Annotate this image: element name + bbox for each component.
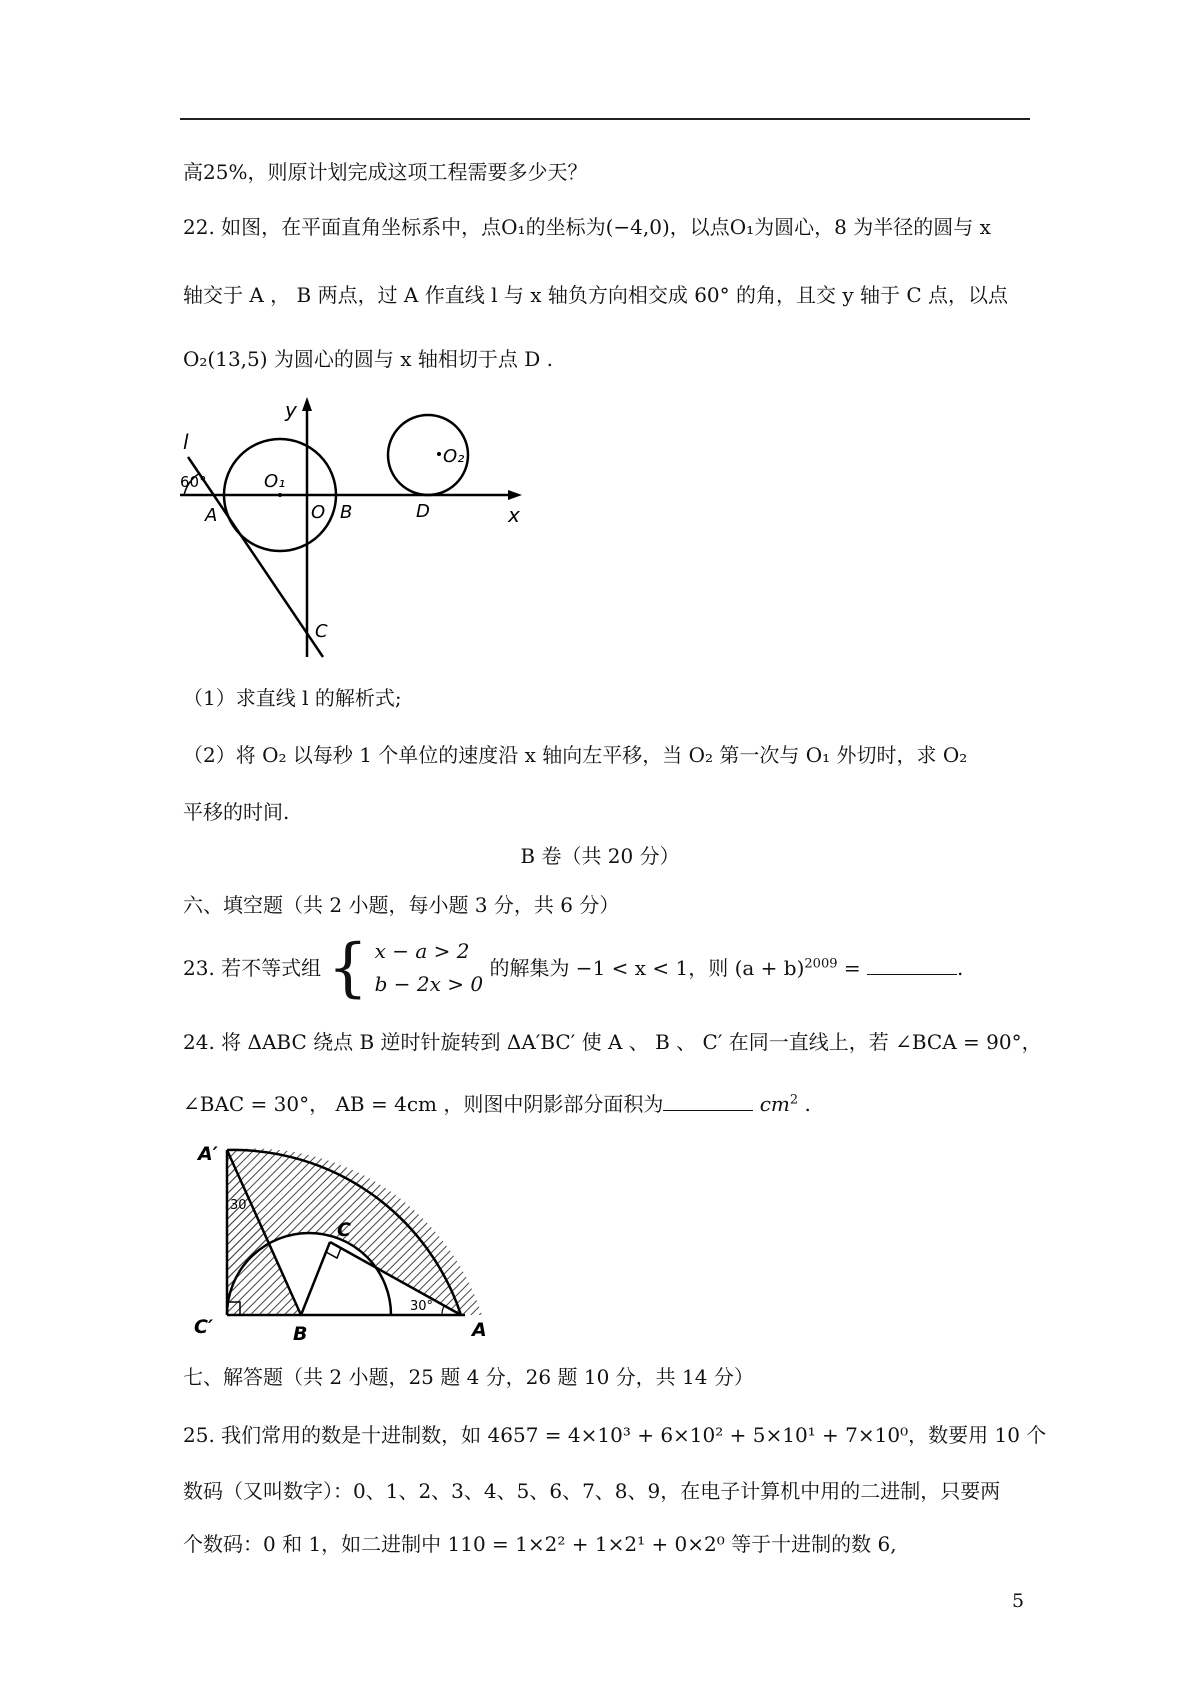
label-C: C — [337, 1219, 351, 1241]
q23-prefix: 23. 若不等式组 — [183, 956, 322, 980]
q23-equals: = — [837, 956, 867, 980]
q23-ineq1: x − a > 2 — [374, 939, 470, 963]
q22-part2-line1: （2）将 O₂ 以每秒 1 个单位的速度沿 x 轴向左平移，当 O₂ 第一次与 O₁ 外切时，求 O₂ — [183, 743, 968, 767]
q22-line2: 轴交于 A ， B 两点，过 A 作直线 l 与 x 轴负方向相交成 60° 的角，且交 y 轴于 C 点，以点 — [183, 283, 1009, 307]
label-60: 60° — [180, 473, 207, 491]
label-y: y — [285, 398, 297, 422]
q24-unit: cm — [753, 1092, 790, 1116]
q23-brace: { — [327, 931, 369, 1005]
q24-end: . — [798, 1092, 811, 1116]
q25-line1: 25. 我们常用的数是十进制数，如 4657 = 4×10³ + 6×10² + 5×10¹ + 7×10⁰，数要用 10 个 — [183, 1423, 1047, 1447]
label-D: D — [416, 501, 430, 522]
q24-figure — [180, 1130, 510, 1350]
q22-part1: （1）求直线 l 的解析式; — [183, 686, 402, 710]
label-A1: A′ — [198, 1143, 218, 1165]
q24-unit-exp: 2 — [789, 1092, 799, 1108]
q23-exponent: 2009 — [804, 956, 838, 972]
q24-answer-blank — [663, 1092, 753, 1111]
q25-line2: 数码（又叫数字）：0、1、2、3、4、5、6、7、8、9，在电子计算机中用的二进制，只要两 — [183, 1479, 1001, 1503]
label-O: O — [311, 502, 326, 523]
label-l: l — [183, 430, 189, 454]
q22-line3: O₂(13,5) 为圆心的圆与 x 轴相切于点 D . — [183, 347, 554, 371]
label-C: C — [315, 621, 328, 642]
section7-title: 七、解答题（共 2 小题，25 题 4 分，26 题 10 分，共 14 分） — [183, 1365, 754, 1389]
label-A: A — [205, 505, 218, 526]
section-b-title: B 卷（共 20 分） — [520, 844, 680, 868]
label-O1: O₁ — [264, 471, 286, 492]
q24-line1: 24. 将 ΔABC 绕点 B 逆时针旋转到 ΔA′BC′ 使 A 、 B 、 C′ 在同一直线上，若 ∠BCA = 90°， — [183, 1030, 1042, 1054]
header-rule — [180, 118, 1030, 120]
section6-title: 六、填空题（共 2 小题，每小题 3 分，共 6 分） — [183, 893, 620, 917]
label-O2: O₂ — [443, 446, 465, 467]
label-angle1: 30 — [230, 1198, 247, 1213]
label-x: x — [508, 503, 520, 527]
q23 — [183, 931, 964, 1005]
q24-line2 — [183, 1092, 811, 1116]
q23-system — [327, 931, 484, 1005]
q23-ineq2: b − 2x > 0 — [374, 972, 484, 996]
q22-line1: 22. 如图，在平面直角坐标系中，点O₁的坐标为(−4,0)，以点O₁为圆心，8 为半径的圆与 x — [183, 215, 991, 239]
q24-line2-text: ∠BAC = 30°， AB = 4cm ，则图中阴影部分面积为 — [183, 1092, 664, 1116]
label-C1: C′ — [194, 1316, 213, 1338]
q21-tail: 高25%，则原计划完成这项工程需要多少天？ — [183, 160, 588, 184]
q22-part2-line2: 平移的时间. — [183, 800, 290, 824]
label-B: B — [340, 502, 353, 523]
label-angle2: 30° — [410, 1299, 434, 1314]
q23-answer-blank — [867, 956, 957, 975]
label-A: A — [472, 1319, 487, 1341]
q23-suffix: 的解集为 −1 < x < 1，则 (a + b) — [489, 956, 805, 980]
q25-line3: 个数码：0 和 1，如二进制中 110 = 1×2² + 1×2¹ + 0×2⁰ 等于十进制的数 6, — [183, 1532, 897, 1556]
q22-figure — [180, 395, 540, 665]
q23-end: . — [956, 956, 964, 980]
page-number: 5 — [1012, 1590, 1025, 1612]
label-B: B — [293, 1323, 308, 1345]
